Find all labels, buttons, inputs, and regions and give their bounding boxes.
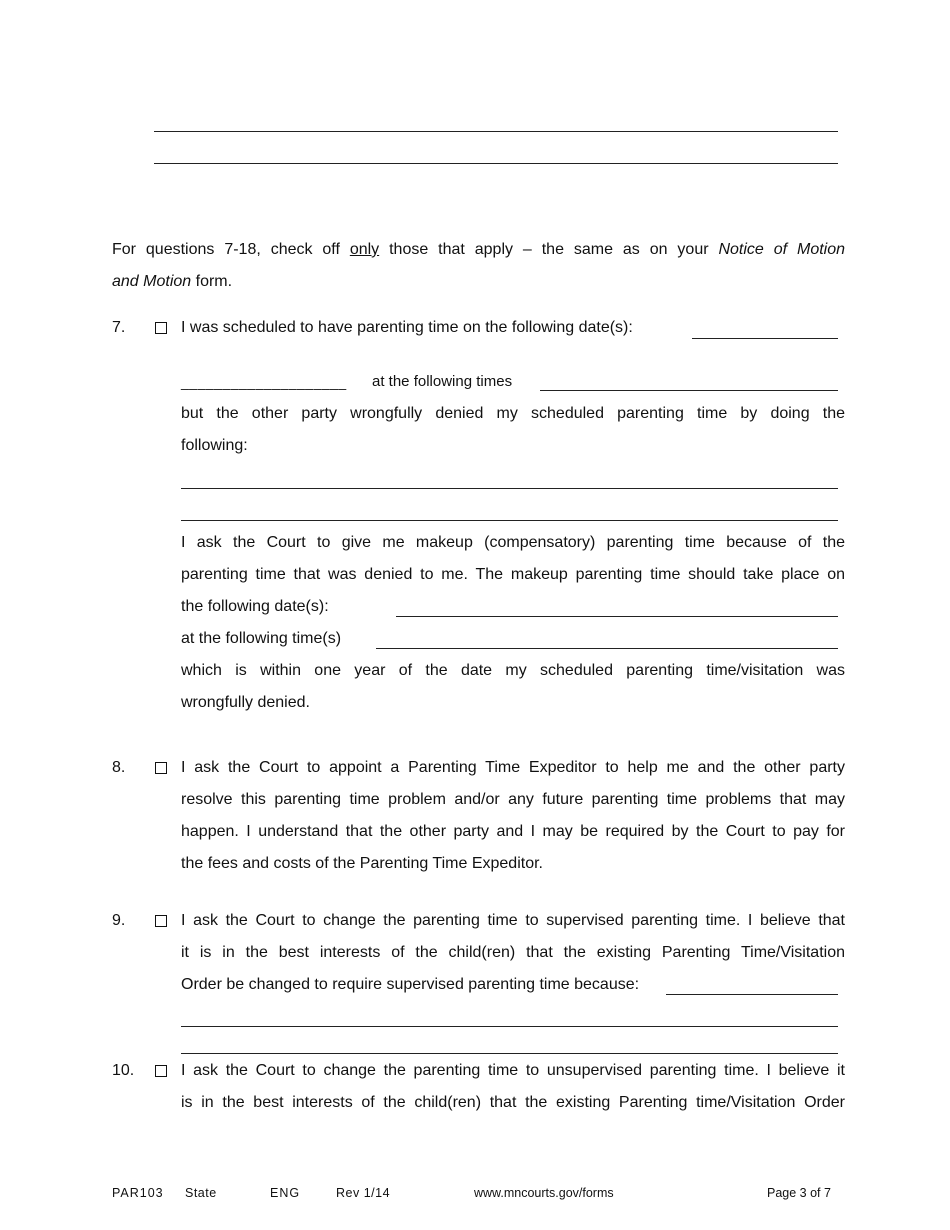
item-7-line-1: I was scheduled to have parenting time on the following date(s):: [181, 319, 633, 336]
footer-jurisdiction: State: [185, 1186, 217, 1200]
item-10-checkbox[interactable]: [155, 1065, 167, 1077]
item-8-line-1: I ask the Court to appoint a Parenting Time Expeditor to help me and the other party: [181, 759, 845, 776]
item-9-reason-line-2[interactable]: [181, 1053, 838, 1054]
item-7-ask-5: which is within one year of the date my scheduled parenting time/visitation was: [181, 662, 845, 679]
item-7-at-times: at the following times: [372, 373, 513, 390]
item-7-ask-2: parenting time that was denied to me. The makeup parenting time should take place on: [181, 566, 845, 583]
item-9-reason-line-1[interactable]: [181, 1026, 838, 1027]
item-7-makeup-times-field[interactable]: [376, 648, 838, 649]
item-10-line-1: I ask the Court to change the parenting time to unsupervised parenting time. I believe it: [181, 1062, 845, 1079]
item-7-ask-6: wrongfully denied.: [181, 694, 310, 711]
item-9-checkbox[interactable]: [155, 915, 167, 927]
item-10-line-2: is in the best interests of the child(ren) that the existing Parenting time/Visitation Order: [181, 1094, 845, 1111]
item-7-denied-2: following:: [181, 437, 248, 454]
intro-text-b: those that apply – the same as on your: [379, 241, 719, 258]
item-10-number: 10.: [112, 1062, 135, 1079]
item-7-dash-blank[interactable]: ____________________: [181, 374, 347, 390]
item-8-line-3: happen. I understand that the other party and I may be required by the Court to pay for: [181, 823, 845, 840]
answer-line-top-1[interactable]: [154, 131, 838, 132]
item-7-ask-4: at the following time(s): [181, 630, 342, 647]
item-8-line-4: the fees and costs of the Parenting Time Expeditor.: [181, 855, 543, 872]
footer-language: ENG: [270, 1186, 301, 1200]
item-9-line-1: I ask the Court to change the parenting time to supervised parenting time. I believe that: [181, 912, 845, 929]
intro-only: only: [349, 241, 380, 258]
item-7-denied-1: but the other party wrongfully denied my scheduled parenting time by doing the: [181, 405, 845, 422]
item-7-denied-line-2[interactable]: [181, 520, 838, 521]
intro-italic-2: and Motion: [112, 273, 192, 290]
item-7-checkbox[interactable]: [155, 322, 167, 334]
item-7-ask-1: I ask the Court to give me makeup (compensatory) parenting time because of the: [181, 534, 845, 551]
item-9-reason-field[interactable]: [666, 994, 838, 995]
item-7-ask-3: the following date(s):: [181, 598, 329, 615]
footer-revision: Rev 1/14: [336, 1186, 391, 1200]
item-9-number: 9.: [112, 912, 126, 929]
intro-line-2: [112, 266, 232, 298]
item-7-makeup-dates-field[interactable]: [396, 616, 838, 617]
footer-website[interactable]: www.mncourts.gov/forms: [474, 1186, 614, 1200]
item-7-dates-field[interactable]: [692, 338, 838, 339]
intro-text-a: For questions 7-18, check off: [112, 241, 350, 258]
item-9-line-3: Order be changed to require supervised parenting time because:: [181, 976, 640, 993]
footer-form-code: PAR103: [112, 1186, 164, 1200]
item-7-times-field[interactable]: [540, 390, 838, 391]
footer-page-number: Page 3 of 7: [767, 1186, 831, 1200]
intro-text-c: form.: [191, 273, 233, 290]
answer-line-top-2[interactable]: [154, 163, 838, 164]
item-7-number: 7.: [112, 319, 126, 336]
item-7-denied-line-1[interactable]: [181, 488, 838, 489]
intro-line-1: [112, 234, 845, 266]
item-8-number: 8.: [112, 759, 126, 776]
intro-italic-1: Notice of Motion: [718, 241, 846, 258]
item-9-line-2: it is in the best interests of the child(ren) that the existing Parenting Time/Visitation: [181, 944, 845, 961]
item-8-line-2: resolve this parenting time problem and/or any future parenting time problems that may: [181, 791, 845, 808]
item-8-checkbox[interactable]: [155, 762, 167, 774]
